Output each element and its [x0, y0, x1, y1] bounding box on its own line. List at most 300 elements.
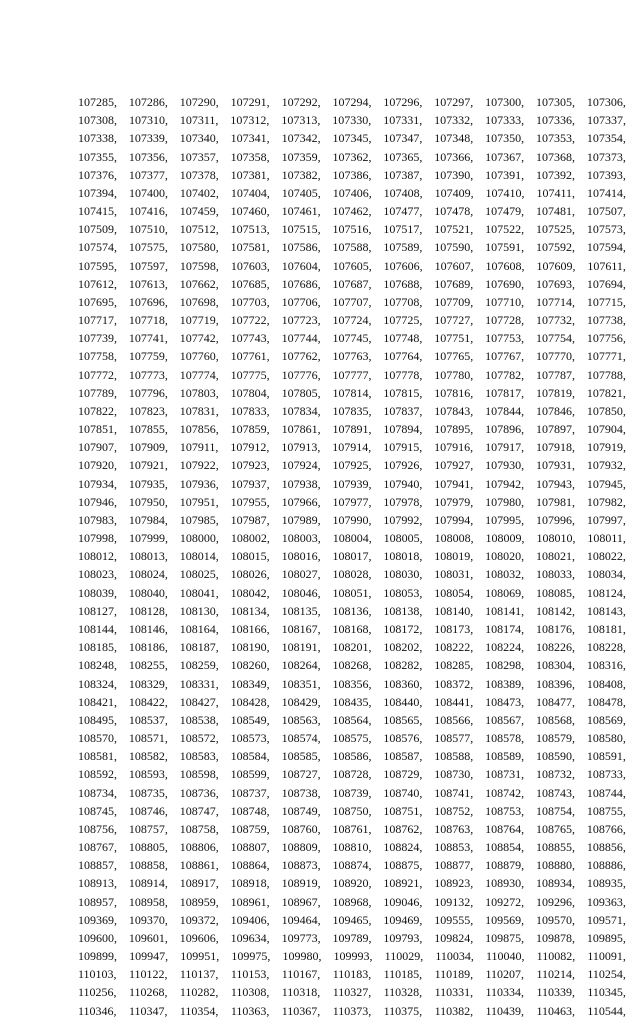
number-entry: 107347,: [383, 131, 423, 146]
number-entry: 107608,: [485, 258, 525, 273]
number-entry: 107353,: [536, 131, 576, 146]
number-entry: 107997,: [586, 512, 626, 527]
number-entry: 108185,: [78, 640, 117, 655]
number-entry: 110345,: [587, 985, 626, 1000]
number-entry: 110373,: [332, 1003, 372, 1018]
number-entry: 108756,: [78, 821, 117, 836]
number-entry: 107777,: [332, 367, 372, 382]
number-entry: 108761,: [332, 821, 372, 836]
number-entry: 108759,: [230, 821, 270, 836]
number-entry: 108174,: [485, 621, 525, 636]
number-entry: 107512,: [179, 222, 219, 237]
number-entry: 108737,: [230, 785, 270, 800]
number-entry: 108034,: [586, 567, 626, 582]
number-entry: 108824,: [383, 840, 423, 855]
number-entry: 107979,: [434, 494, 474, 509]
number-entry: 109789,: [332, 930, 372, 945]
number-entry: 107764,: [383, 349, 423, 364]
number-entry: 110347,: [128, 1003, 168, 1018]
number-entry: 107919,: [586, 440, 626, 455]
number-entry: 107311,: [179, 113, 219, 128]
number-entry: 108130,: [179, 603, 219, 618]
number-entry: 108042,: [230, 585, 270, 600]
number-row: [78, 293, 626, 311]
number-entry: 107996,: [536, 512, 576, 527]
number-row: [78, 983, 626, 1001]
number-row: [78, 711, 626, 729]
number-entry: 107773,: [128, 367, 168, 382]
number-entry: 107410,: [485, 185, 525, 200]
number-entry: 108875,: [383, 858, 423, 873]
number-entry: 107312,: [230, 113, 270, 128]
number-entry: 108255,: [128, 658, 168, 673]
number-entry: 107378,: [179, 167, 219, 182]
number-entry: 108742,: [485, 785, 525, 800]
number-entry: 109975,: [231, 949, 271, 964]
number-entry: 107460,: [230, 204, 270, 219]
number-entry: 108582,: [128, 749, 168, 764]
number-entry: 108004,: [332, 531, 372, 546]
number-entry: 108549,: [230, 712, 270, 727]
number-entry: 108920,: [332, 876, 372, 891]
number-entry: 108727,: [281, 767, 321, 782]
number-entry: 108142,: [536, 603, 576, 618]
number-entry: 109606,: [179, 930, 219, 945]
number-entry: 108138,: [383, 603, 423, 618]
number-entry: 107698,: [179, 294, 219, 309]
number-row: [78, 693, 626, 711]
number-entry: 107833,: [230, 403, 270, 418]
number-entry: 110327,: [332, 985, 372, 1000]
number-entry: 107707,: [332, 294, 372, 309]
number-entry: 110339,: [536, 985, 575, 1000]
number-entry: 107411,: [536, 185, 575, 200]
number-entry: 108591,: [586, 749, 626, 764]
number-entry: 107478,: [434, 204, 474, 219]
number-entry: 109132,: [434, 894, 474, 909]
number-entry: 107409,: [434, 185, 474, 200]
number-entry: 107297,: [434, 95, 474, 109]
number-row: [78, 111, 626, 129]
number-row: [78, 765, 626, 783]
number-entry: 108039,: [78, 585, 117, 600]
number-entry: 107337,: [586, 113, 626, 128]
number-entry: 108140,: [434, 603, 474, 618]
number-entry: 107291,: [230, 95, 270, 109]
number-entry: 107822,: [78, 403, 117, 418]
number-entry: 107771,: [586, 349, 626, 364]
number-entry: 107381,: [230, 167, 270, 182]
number-entry: 107999,: [128, 531, 168, 546]
number-entry: 107770,: [536, 349, 576, 364]
number-entry: 108260,: [230, 658, 270, 673]
number-entry: 107897,: [536, 422, 576, 437]
number-row: [78, 202, 626, 220]
number-entry: 108750,: [332, 803, 372, 818]
number-entry: 109993,: [333, 949, 373, 964]
number-entry: 110328,: [383, 985, 423, 1000]
number-row: [78, 893, 626, 911]
number-entry: 107603,: [230, 258, 270, 273]
number-entry: 109947,: [129, 949, 169, 964]
number-entry: 108041,: [179, 585, 219, 600]
number-entry: 107356,: [128, 149, 168, 164]
number-entry: 108478,: [586, 694, 626, 709]
number-entry: 107916,: [434, 440, 474, 455]
number-row: [78, 911, 626, 929]
number-row: [78, 675, 626, 693]
number-entry: 108324,: [78, 676, 117, 691]
number-entry: 107914,: [332, 440, 372, 455]
number-entry: 107754,: [536, 331, 576, 346]
number-entry: 107767,: [485, 349, 525, 364]
number-entry: 107951,: [179, 494, 219, 509]
number-entry: 108574,: [281, 731, 321, 746]
number-entry: 107330,: [332, 113, 372, 128]
number-row: [78, 547, 626, 565]
number-entry: 109571,: [586, 912, 626, 927]
number-entry: 107789,: [78, 385, 117, 400]
number-entry: 107590,: [434, 240, 474, 255]
number-entry: 108968,: [332, 894, 372, 909]
number-entry: 108030,: [383, 567, 423, 582]
number-entry: 108853,: [434, 840, 474, 855]
number-entry: 108584,: [230, 749, 270, 764]
number-entry: 108810,: [332, 840, 372, 855]
number-entry: 108020,: [485, 549, 525, 564]
number-entry: 107985,: [179, 512, 219, 527]
number-entry: 107942,: [485, 476, 525, 491]
number-entry: 107350,: [485, 131, 525, 146]
number-entry: 107510,: [128, 222, 168, 237]
number-entry: 107891,: [332, 422, 372, 437]
number-entry: 107414,: [586, 185, 626, 200]
number-entry: 107573,: [586, 222, 626, 237]
number-entry: 107331,: [383, 113, 423, 128]
number-row: [78, 856, 626, 874]
number-entry: 107909,: [128, 440, 168, 455]
number-entry: 110354,: [179, 1003, 219, 1018]
number-entry: 108027,: [281, 567, 321, 582]
number-entry: 107387,: [383, 167, 423, 182]
number-entry: 107405,: [281, 185, 321, 200]
number-entry: 108023,: [78, 567, 117, 582]
number-entry: 108566,: [434, 712, 474, 727]
number-row: [78, 129, 626, 147]
number-entry: 108019,: [434, 549, 474, 564]
number-entry: 107851,: [78, 422, 117, 437]
number-entry: 108581,: [78, 749, 117, 764]
number-entry: 107762,: [281, 349, 321, 364]
number-entry: 108731,: [485, 767, 525, 782]
number-entry: 109899,: [78, 949, 117, 964]
number-row: [78, 729, 626, 747]
number-entry: 108016,: [281, 549, 321, 564]
number-entry: 107709,: [434, 294, 474, 309]
number-entry: 107393,: [586, 167, 626, 182]
number-entry: 108186,: [128, 640, 168, 655]
number-entry: 108856,: [586, 840, 626, 855]
number-entry: 108164,: [179, 621, 219, 636]
number-entry: 110034,: [435, 949, 474, 964]
number-entry: 107896,: [485, 422, 525, 437]
number-entry: 107924,: [281, 458, 321, 473]
number-entry: 108000,: [179, 531, 219, 546]
number-entry: 108744,: [586, 785, 626, 800]
number-entry: 110153,: [230, 967, 270, 982]
number-entry: 108167,: [281, 621, 321, 636]
number-entry: 107992,: [383, 512, 423, 527]
number-entry: 108316,: [586, 658, 626, 673]
number-entry: 108864,: [230, 858, 270, 873]
number-entry: 107706,: [281, 294, 321, 309]
number-entry: 107816,: [434, 385, 474, 400]
number-entry: 107804,: [230, 385, 270, 400]
number-entry: 107915,: [383, 440, 423, 455]
number-entry: 107509,: [78, 222, 117, 237]
number-entry: 107780,: [434, 367, 474, 382]
number-entry: 107775,: [230, 367, 270, 382]
number-entry: 108187,: [179, 640, 219, 655]
number-entry: 108572,: [179, 731, 219, 746]
number-row: [78, 493, 626, 511]
number-entry: 109570,: [536, 912, 576, 927]
number-entry: 108022,: [586, 549, 626, 564]
number-entry: 107927,: [434, 458, 474, 473]
number-entry: 107772,: [78, 367, 117, 382]
number-entry: 108598,: [179, 767, 219, 782]
number-entry: 107575,: [128, 240, 168, 255]
number-entry: 109569,: [485, 912, 525, 927]
number-row: [78, 947, 626, 965]
number-entry: 108586,: [332, 749, 372, 764]
number-row: [78, 420, 626, 438]
number-entry: 108766,: [586, 821, 626, 836]
number-entry: 107855,: [128, 422, 168, 437]
number-entry: 110375,: [383, 1003, 423, 1018]
number-row: [78, 402, 626, 420]
number-entry: 108569,: [586, 712, 626, 727]
number-entry: 107937,: [230, 476, 270, 491]
number-entry: 107580,: [179, 240, 219, 255]
number-row: [78, 965, 626, 983]
number-entry: 108580,: [586, 731, 626, 746]
number-entry: 108191,: [281, 640, 321, 655]
number-entry: 107513,: [230, 222, 270, 237]
number-entry: 107522,: [485, 222, 525, 237]
number-entry: 109372,: [179, 912, 219, 927]
number-entry: 108028,: [332, 567, 372, 582]
number-entry: 107761,: [230, 349, 270, 364]
number-entry: 108748,: [230, 803, 270, 818]
number-entry: 109600,: [78, 930, 117, 945]
number-entry: 108408,: [586, 676, 626, 691]
number-entry: 108886,: [586, 858, 626, 873]
number-entry: 108429,: [281, 694, 321, 709]
number-entry: 107943,: [536, 476, 576, 491]
number-entry: 108730,: [434, 767, 474, 782]
number-row: [78, 747, 626, 765]
number-entry: 108135,: [281, 603, 321, 618]
number-entry: 107743,: [230, 331, 270, 346]
number-entry: 107308,: [78, 113, 117, 128]
number-entry: 108858,: [128, 858, 168, 873]
number-entry: 108440,: [383, 694, 423, 709]
number-entry: 107982,: [586, 494, 626, 509]
number-entry: 108389,: [485, 676, 525, 691]
number-entry: 108763,: [434, 821, 474, 836]
number-entry: 110122,: [128, 967, 168, 982]
number-entry: 110082,: [536, 949, 576, 964]
number-entry: 108575,: [332, 731, 372, 746]
number-entry: 108222,: [434, 640, 474, 655]
number-entry: 108134,: [230, 603, 270, 618]
number-entry: 107998,: [78, 531, 117, 546]
number-entry: 107805,: [281, 385, 321, 400]
number-entry: 107481,: [536, 204, 576, 219]
number-entry: 108146,: [128, 621, 168, 636]
number-entry: 108917,: [179, 876, 219, 891]
number-row: [78, 820, 626, 838]
number-entry: 108736,: [179, 785, 219, 800]
number-entry: 107290,: [179, 95, 219, 109]
number-entry: 108128,: [128, 603, 168, 618]
number-entry: 110331,: [434, 985, 474, 1000]
number-entry: 108024,: [128, 567, 168, 582]
number-entry: 108930,: [485, 876, 525, 891]
number-entry: 108879,: [485, 858, 525, 873]
number-entry: 107461,: [281, 204, 321, 219]
number-row: [78, 166, 626, 184]
number-entry: 108018,: [383, 549, 423, 564]
number-entry: 110318,: [281, 985, 321, 1000]
number-entry: 108228,: [586, 640, 626, 655]
number-entry: 108590,: [536, 749, 576, 764]
number-entry: 110463,: [536, 1003, 575, 1018]
number-entry: 107611,: [587, 258, 626, 273]
number-entry: 110185,: [383, 967, 423, 982]
number-entry: 109465,: [332, 912, 372, 927]
number-entry: 108427,: [179, 694, 219, 709]
number-row: [78, 257, 626, 275]
number-entry: 108285,: [434, 658, 474, 673]
number-entry: 107348,: [434, 131, 474, 146]
number-entry: 110183,: [332, 967, 372, 982]
number-entry: 107310,: [128, 113, 168, 128]
number-entry: 108807,: [230, 840, 270, 855]
number-entry: 107286,: [128, 95, 168, 109]
number-entry: 107296,: [383, 95, 423, 109]
number-entry: 108806,: [179, 840, 219, 855]
number-entry: 110189,: [434, 967, 474, 982]
number-entry: 107592,: [536, 240, 576, 255]
number-entry: 107844,: [485, 403, 525, 418]
number-entry: 108919,: [281, 876, 321, 891]
number-entry: 109980,: [282, 949, 322, 964]
number-row: [78, 438, 626, 456]
number-entry: 108124,: [586, 585, 626, 600]
number-entry: 108360,: [383, 676, 423, 691]
number-entry: 107338,: [78, 131, 117, 146]
number-entry: 107741,: [128, 331, 168, 346]
number-entry: 107834,: [281, 403, 321, 418]
number-entry: 107588,: [332, 240, 372, 255]
number-row: [78, 384, 626, 402]
number-entry: 107895,: [434, 422, 474, 437]
number-entry: 107796,: [128, 385, 168, 400]
number-entry: 108040,: [128, 585, 168, 600]
number-entry: 107606,: [383, 258, 423, 273]
number-entry: 108740,: [383, 785, 423, 800]
number-entry: 108958,: [128, 894, 168, 909]
number-entry: 107922,: [179, 458, 219, 473]
number-entry: 108729,: [383, 767, 423, 782]
number-entry: 107911,: [179, 440, 219, 455]
number-entry: 107923,: [230, 458, 270, 473]
number-entry: 109824,: [434, 930, 474, 945]
number-entry: 108751,: [383, 803, 423, 818]
number-entry: 108331,: [179, 676, 219, 691]
number-row: [78, 656, 626, 674]
number-entry: 108264,: [281, 658, 321, 673]
number-entry: 108010,: [536, 531, 576, 546]
number-entry: 108069,: [485, 585, 525, 600]
number-entry: 108226,: [536, 640, 576, 655]
number-entry: 107605,: [332, 258, 372, 273]
number-entry: 108181,: [586, 621, 626, 636]
number-entry: 107724,: [332, 313, 372, 328]
number-entry: 108578,: [485, 731, 525, 746]
number-entry: 109951,: [180, 949, 220, 964]
number-entry: 108259,: [179, 658, 219, 673]
number-entry: 108760,: [281, 821, 321, 836]
number-entry: 107758,: [78, 349, 117, 364]
number-entry: 108923,: [434, 876, 474, 891]
number-entry: 108585,: [281, 749, 321, 764]
number-entry: 108349,: [230, 676, 270, 691]
number-entry: 108741,: [434, 785, 474, 800]
number-entry: 107980,: [485, 494, 525, 509]
number-entry: 108031,: [434, 567, 474, 582]
number-entry: 107365,: [383, 149, 423, 164]
number-entry: 107932,: [586, 458, 626, 473]
number-entry: 107727,: [434, 313, 474, 328]
number-entry: 107415,: [78, 204, 117, 219]
number-entry: 110091,: [587, 949, 626, 964]
number-entry: 108282,: [383, 658, 423, 673]
number-entry: 107581,: [230, 240, 270, 255]
number-row: [78, 1002, 626, 1020]
number-entry: 109601,: [128, 930, 168, 945]
number-entry: 107368,: [536, 149, 576, 164]
number-entry: 107945,: [586, 476, 626, 491]
number-entry: 107688,: [383, 276, 423, 291]
number-entry: 108583,: [179, 749, 219, 764]
number-entry: 108587,: [383, 749, 423, 764]
number-entry: 107835,: [332, 403, 372, 418]
number-entry: 107459,: [179, 204, 219, 219]
number-entry: 108934,: [536, 876, 576, 891]
number-entry: 107391,: [485, 167, 525, 182]
number-entry: 107918,: [536, 440, 575, 455]
number-entry: 108565,: [383, 712, 423, 727]
number-entry: 108873,: [281, 858, 321, 873]
number-entry: 108880,: [536, 858, 576, 873]
number-entry: 107760,: [179, 349, 219, 364]
number-entry: 108421,: [78, 694, 117, 709]
number-entry: 108268,: [332, 658, 372, 673]
number-entry: 108732,: [536, 767, 576, 782]
